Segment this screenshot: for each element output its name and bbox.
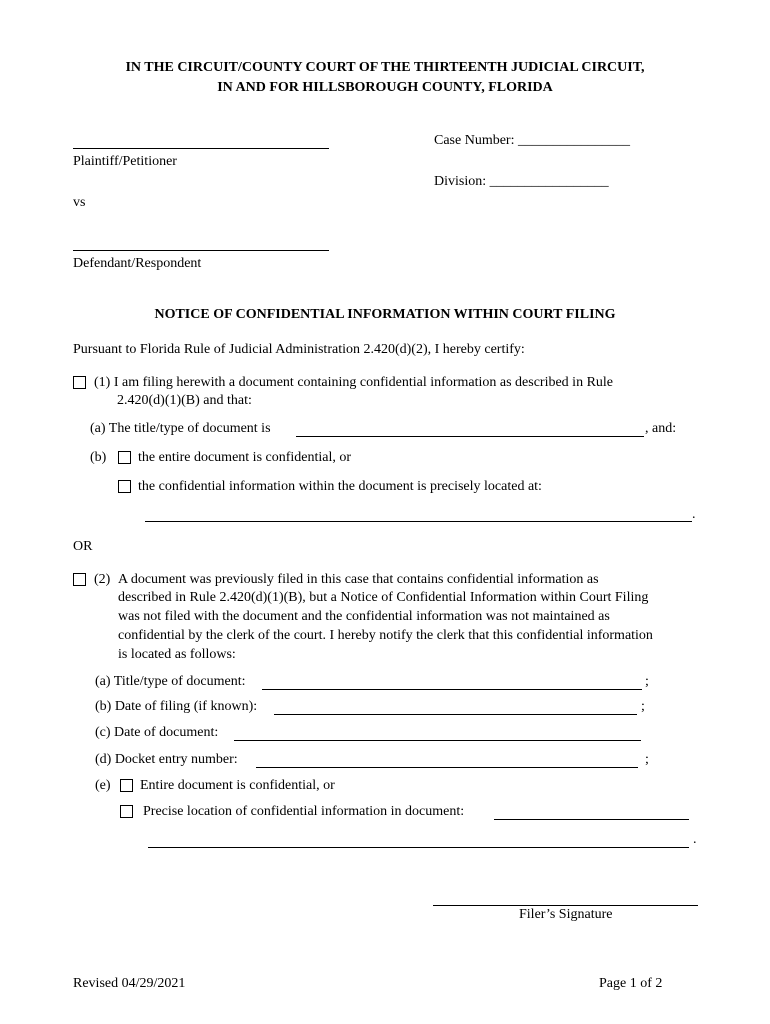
- or-label: OR: [73, 539, 93, 554]
- signature-line[interactable]: [433, 905, 698, 906]
- option1-b-entire-checkbox[interactable]: [118, 451, 131, 464]
- option2-e-precise-checkbox[interactable]: [120, 805, 133, 818]
- option2-e-label: (e): [95, 778, 111, 793]
- option2-e-precise-text: Precise location of confidential information in document:: [143, 804, 465, 819]
- option1-a-suffix: , and:: [645, 421, 677, 436]
- option1-b-entire-text: the entire document is confidential, or: [138, 450, 352, 465]
- option2-paragraph-line1: A document was previously filed in this case that contains confidential information as: [118, 572, 599, 587]
- defendant-label: Defendant/Respondent: [73, 256, 202, 271]
- notice-title: NOTICE OF CONFIDENTIAL INFORMATION WITHIN COURT FILING: [154, 307, 616, 322]
- page-number: Page 1 of 2: [599, 976, 663, 991]
- option2-paragraph-line2: described in Rule 2.420(d)(1)(B), but a Notice of Confidential Information within Court Filing: [118, 590, 649, 605]
- option2-a-semicolon: ;: [645, 674, 649, 689]
- option1-text-line1: (1) I am filing herewith a document containing confidential information as described in Rule: [94, 375, 614, 390]
- court-header-line1: IN THE CIRCUIT/COUNTY COURT OF THE THIRTEENTH JUDICIAL CIRCUIT,: [125, 60, 645, 75]
- option2-checkbox[interactable]: [73, 573, 86, 586]
- option1-text-line2: 2.420(d)(1)(B) and that:: [117, 393, 252, 408]
- option2-b-label: (b) Date of filing (if known):: [95, 699, 258, 714]
- option1-location-line[interactable]: [145, 521, 692, 522]
- option2-location-line[interactable]: [148, 847, 689, 848]
- division-field[interactable]: Division: _________________: [434, 174, 609, 189]
- option2-b-line[interactable]: [274, 714, 637, 715]
- option2-paragraph-line3: was not filed with the document and the confidential information was not maintained as: [118, 609, 610, 624]
- option1-checkbox[interactable]: [73, 376, 86, 389]
- plaintiff-line[interactable]: [73, 148, 329, 149]
- revised-date: Revised 04/29/2021: [73, 976, 186, 991]
- option2-e-precise-line[interactable]: [494, 819, 689, 820]
- option2-a-line[interactable]: [262, 689, 642, 690]
- vs-label: vs: [73, 195, 86, 210]
- option2-d-line[interactable]: [256, 767, 638, 768]
- option1-a-title-line[interactable]: [296, 436, 644, 437]
- signature-label: Filer’s Signature: [519, 907, 613, 922]
- option2-d-label: (d) Docket entry number:: [95, 752, 238, 767]
- intro-text: Pursuant to Florida Rule of Judicial Administration 2.420(d)(2), I hereby certify:: [73, 342, 525, 357]
- option1-a-label: (a) The title/type of document is: [90, 421, 271, 436]
- option2-paragraph-line5: is located as follows:: [118, 647, 236, 662]
- option2-d-semicolon: ;: [645, 752, 649, 767]
- case-number-field[interactable]: Case Number: ________________: [434, 133, 630, 148]
- option2-c-label: (c) Date of document:: [95, 725, 219, 740]
- option2-paragraph-line4: confidential by the clerk of the court. I hereby notify the clerk that this confidential information: [118, 628, 653, 643]
- option2-location-period: .: [693, 832, 697, 847]
- option2-e-entire-text: Entire document is confidential, or: [140, 778, 335, 793]
- defendant-line[interactable]: [73, 250, 329, 251]
- option1-location-period: .: [692, 507, 696, 522]
- option2-e-entire-checkbox[interactable]: [120, 779, 133, 792]
- option2-lead: (2): [94, 572, 111, 587]
- option2-a-label: (a) Title/type of document:: [95, 674, 246, 689]
- option1-b-label: (b): [90, 450, 107, 465]
- option1-b-located-text: the confidential information within the document is precisely located at:: [138, 479, 542, 494]
- option2-c-line[interactable]: [234, 740, 641, 741]
- option2-b-semicolon: ;: [641, 699, 645, 714]
- plaintiff-label: Plaintiff/Petitioner: [73, 154, 177, 169]
- option1-b-located-checkbox[interactable]: [118, 480, 131, 493]
- court-header-line2: IN AND FOR HILLSBOROUGH COUNTY, FLORIDA: [217, 80, 553, 95]
